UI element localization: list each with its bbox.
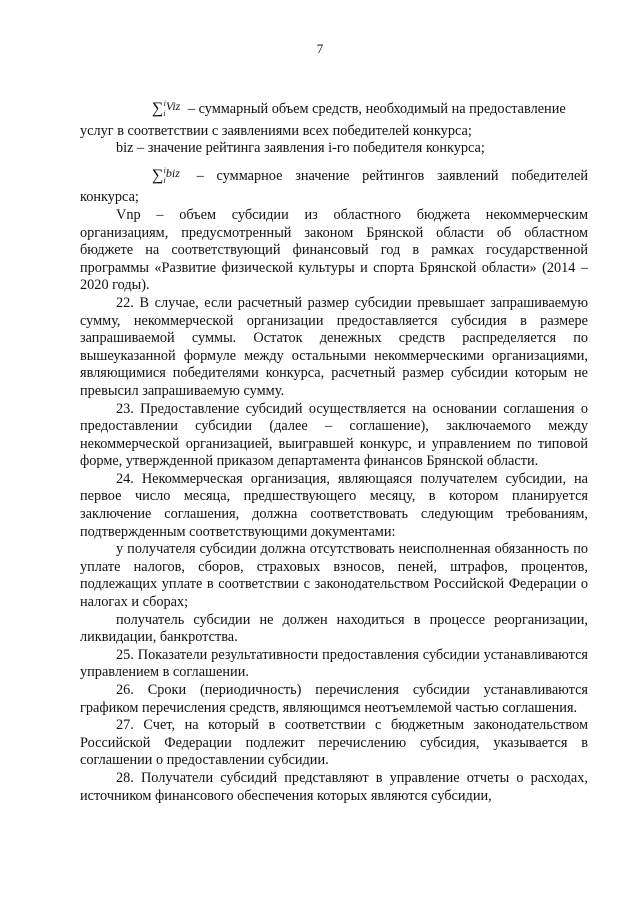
sum-superscript: i [163,165,166,175]
sum-superscript: i [163,99,166,108]
paragraph-24-a: у получателя субсидии должна отсутствовать неисполненная обязанность по уплате налогов, сборов, страховых взносов, пеней, штрафов, процентов, подлежащих уплате в соответствии с законодательством Российской Федерации о налогах и сборах; [80,541,588,611]
sigma-symbol: ∑ [152,166,164,184]
sigma-symbol: ∑ [152,100,164,117]
paragraph-22: 22. В случае, если расчетный размер субсидии превышает запрашиваемую сумму, некоммерческой организации предоставляется субсидия в размере запрашиваемой суммы. Остаток денежных средств распределяется по вышеуказанной формуле между остальными некоммерческими организациями, являющимися победителями конкурса, расчетный размер субсидии которым не превысил запрашиваемую сумму. [80,294,588,399]
paragraph-biz: biz – значение рейтинга заявления i-го победителя конкурса; [116,140,485,157]
paragraph-24: 24. Некоммерческая организация, являющаяся получателем субсидии, на первое число месяца, предшествующего месяцу, в котором планируется заключение соглашения, должна соответствовать следующим требованиям, подтвержденным соответствующими документами: [80,470,588,540]
paragraph-vnp: Vnp – объем субсидии из областного бюджета некоммерческим организациям, предусмотренный законом Брянской области об областном бюджете на соответствующий финансовый год в рамках государственной программы «Развитие физической культуры и спорта Брянской области» (2014 – 2020 годы). [80,206,588,294]
text-sum-biz: – суммарное значение рейтингов заявлений победителей конкурса; [80,167,589,206]
paragraph-23: 23. Предоставление субсидий осуществляется на основании соглашения о предоставлении субсидии (далее – соглашение), заключаемого между некоммерческой организацией, выигравшей конкурс, и управлением по типовой форме, утвержденной приказом департамента финансов Брянской области. [80,400,588,470]
paragraph-25: 25. Показатели результативности предоставления субсидии устанавливаются управлением в соглашении. [80,646,588,681]
document-body [80,95,588,805]
sum-variable: Viz [165,99,181,113]
sum-index: i [163,109,166,118]
page-number: 7 [316,41,324,56]
paragraph-28: 28. Получатели субсидий представляют в управление отчеты о расходах, источником финансового обеспечения которых являются субсидии, [80,769,588,804]
formula-sum-biz [116,162,180,190]
paragraph-viz [80,95,588,123]
sum-index: i [163,175,166,185]
text-viz-line1: – суммарный объем средств, необходимый на предоставление [187,101,566,117]
paragraph-24-b: получатель субсидии не должен находиться в процессе реорганизации, ликвидации, банкротства. [80,611,588,646]
paragraph-viz-cont: услуг в соответствии с заявлениями всех победителей конкурса; [80,122,472,139]
paragraph-sum-biz [80,162,588,207]
formula-sum-viz [116,95,180,123]
paragraph-26: 26. Сроки (периодичность) перечисления субсидии устанавливаются графиком перечисления средств, являющимся неотъемлемой частью соглашения. [80,682,588,716]
paragraph-27: 27. Счет, на который в соответствии с бюджетным законодательством Российской Федерации подлежит перечислению субсидия, указывается в соглашении о предоставлении субсидии. [80,717,588,769]
sum-variable: biz [165,165,180,180]
